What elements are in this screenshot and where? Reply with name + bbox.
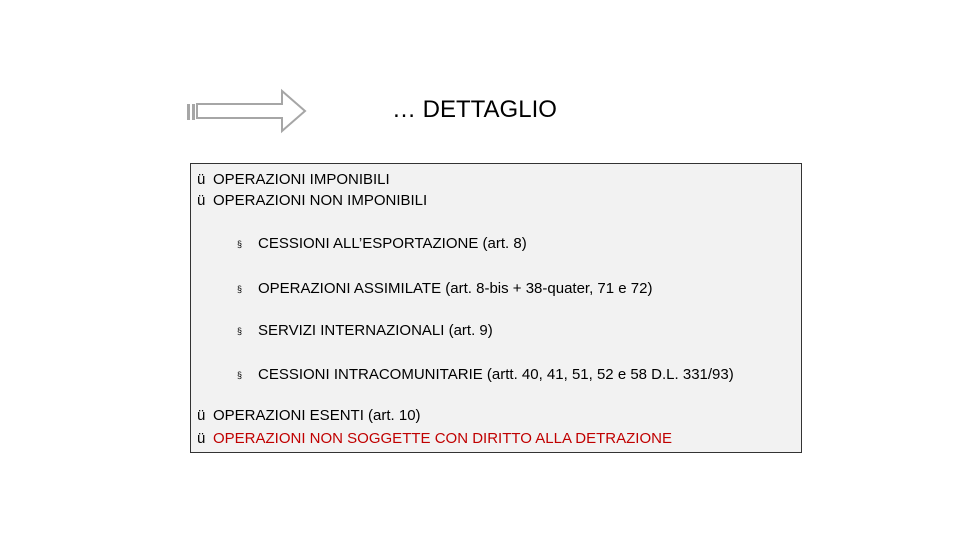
item-label: OPERAZIONI ESENTI (art. 10) — [213, 407, 421, 424]
detail-box — [190, 163, 802, 453]
checkmark-icon: ü — [197, 192, 206, 209]
list-item-non-soggette — [197, 429, 672, 449]
subitem-label: OPERAZIONI ASSIMILATE (art. 8-bis + 38-quater, 71 e 72) — [258, 280, 653, 297]
sublist-item-assimilate — [237, 279, 652, 299]
list-item-imponibili — [197, 170, 390, 190]
checkmark-icon: ü — [197, 407, 206, 424]
square-bullet-icon: § — [237, 239, 243, 249]
checkmark-icon: ü — [197, 430, 206, 447]
square-bullet-icon: § — [237, 284, 243, 294]
list-item-esenti — [197, 406, 421, 426]
list-item-non-imponibili — [197, 191, 427, 211]
right-arrow-icon — [187, 88, 307, 134]
sublist-item-intracomunitarie — [237, 365, 734, 385]
sublist-item-esportazione — [237, 234, 527, 254]
subitem-label: CESSIONI ALL’ESPORTAZIONE (art. 8) — [258, 235, 527, 252]
item-label: OPERAZIONI NON IMPONIBILI — [213, 192, 428, 209]
subitem-label: SERVIZI INTERNAZIONALI (art. 9) — [258, 322, 493, 339]
subitem-label: CESSIONI INTRACOMUNITARIE (artt. 40, 41, 51, 52 e 58 D.L. 331/93) — [258, 366, 734, 383]
item-label-highlighted: OPERAZIONI NON SOGGETTE CON DIRITTO ALLA DETRAZIONE — [213, 430, 672, 447]
page-title: … DETTAGLIO — [392, 96, 557, 123]
square-bullet-icon: § — [237, 326, 243, 336]
square-bullet-icon: § — [237, 370, 243, 380]
item-label: OPERAZIONI IMPONIBILI — [213, 171, 390, 188]
sublist-item-servizi — [237, 321, 493, 341]
checkmark-icon: ü — [197, 171, 206, 188]
